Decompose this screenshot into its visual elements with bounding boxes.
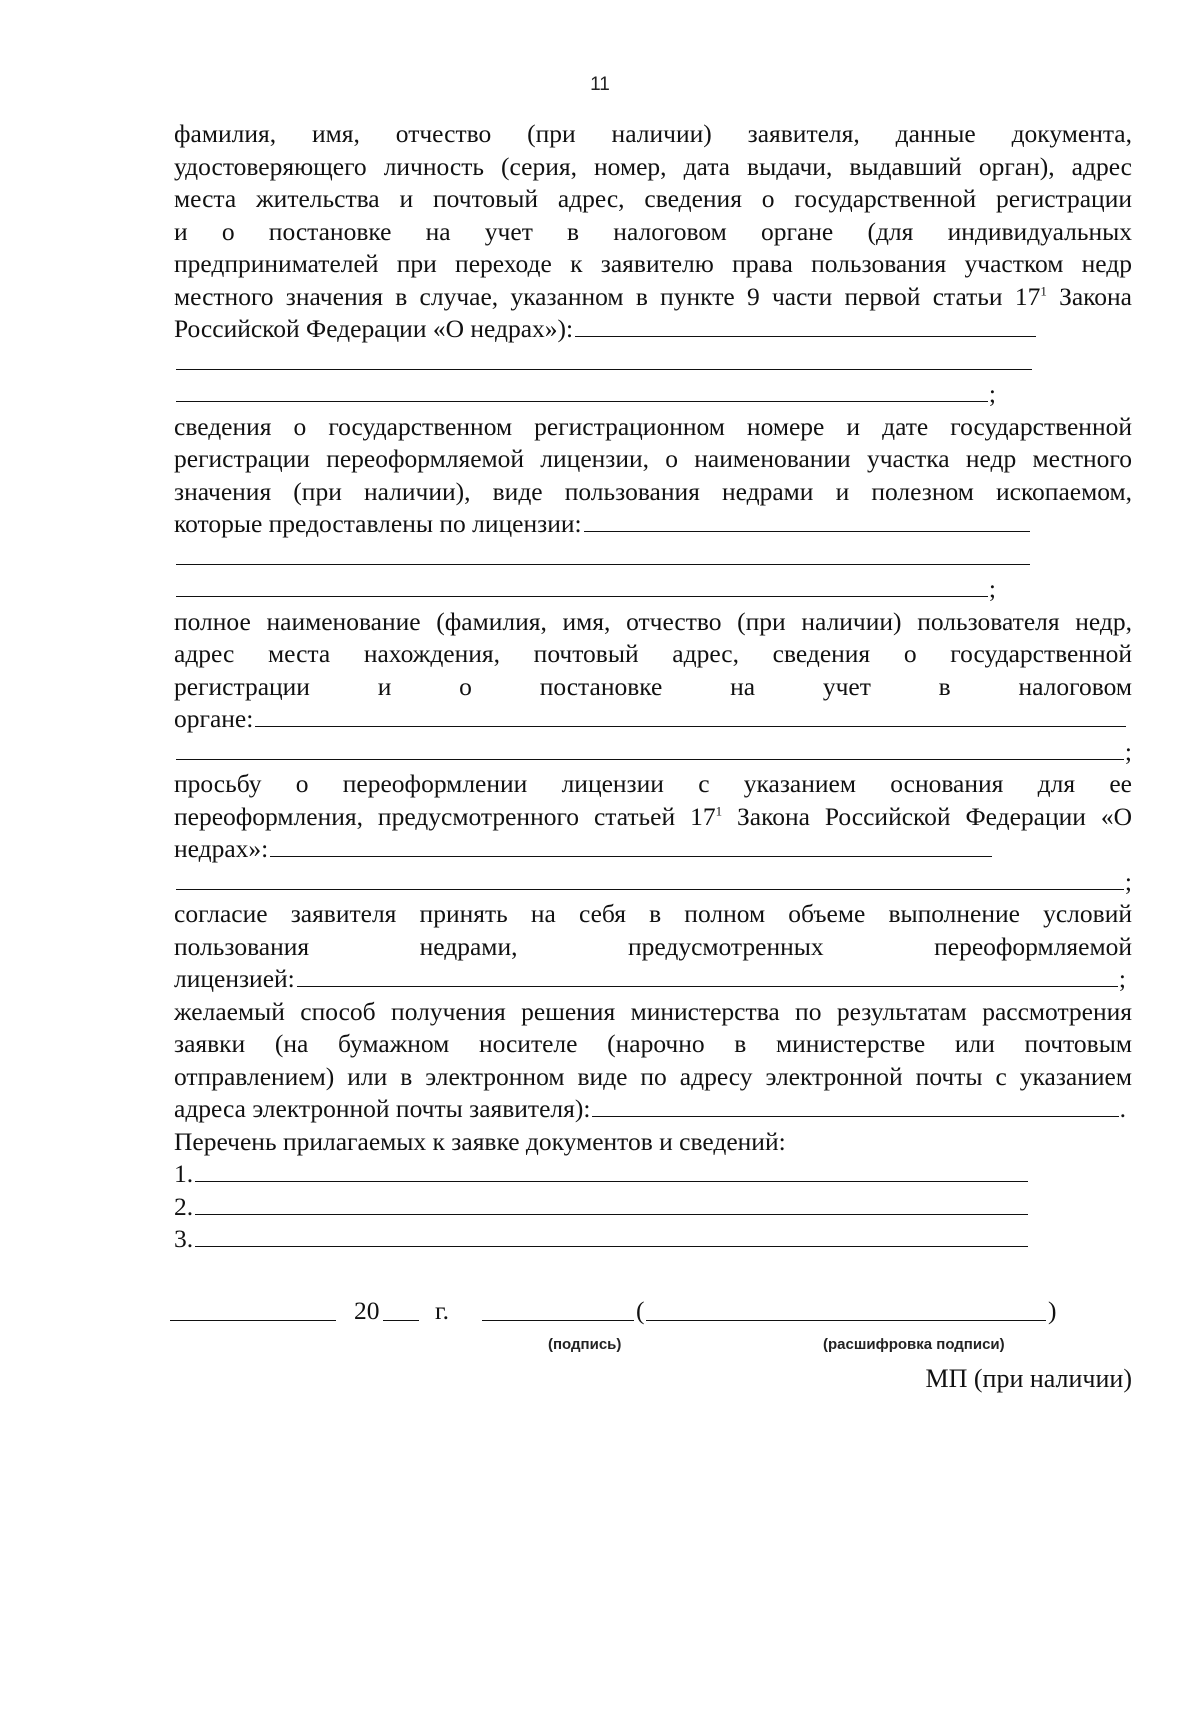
signature-caption: (подпись)	[548, 1336, 622, 1353]
consent-field[interactable]	[297, 963, 1118, 987]
applicant-info-fill-line	[174, 313, 1132, 346]
applicant-info-line: предпринимателей при переходе к заявителю права пользования участком недр	[174, 249, 1132, 278]
applicant-info-line: удостоверяющего личность (серия, номер, дата выдачи, выдавший орган), адрес	[174, 151, 1132, 181]
applicant-info-line: фамилия, имя, отчество (при наличии) заявителя, данные документа,	[174, 119, 1132, 148]
reissue-request-text: переоформления, предусмотренного статьей 17	[174, 801, 716, 831]
attachment-number: 3.	[174, 1224, 194, 1253]
article-superscript: 1	[1040, 283, 1047, 298]
delivery-method-line: отправлением) или в электронном виде по адресу электронной почты с указанием	[174, 1061, 1132, 1091]
article-superscript: 1	[715, 803, 723, 818]
applicant-info-blank-line	[174, 378, 1132, 411]
license-info-field[interactable]	[176, 573, 988, 597]
subsoil-user-line: полное наименование (фамилия, имя, отчество (при наличии) пользователя недр,	[174, 606, 1132, 636]
semicolon: ;	[988, 574, 996, 603]
reissue-request-field[interactable]	[176, 866, 1124, 890]
delivery-method-fill-line	[174, 1093, 1132, 1126]
delivery-method-line: заявки (на бумажном носителе (нарочно в министерстве или почтовым	[174, 1029, 1132, 1058]
attachment-item	[174, 1158, 1030, 1191]
license-info-blank-line	[174, 573, 1132, 606]
page-number: 11	[590, 74, 610, 95]
applicant-info-field[interactable]	[176, 378, 988, 402]
applicant-info-blank-line	[174, 346, 1132, 379]
license-info-blank-line	[174, 541, 1132, 574]
semicolon: ;	[1118, 964, 1126, 993]
application-form-body	[174, 118, 1132, 1256]
license-info-line: сведения о государственном регистрационном номере и дате государственной	[174, 411, 1132, 441]
reissue-request-text: Закона Российской Федерации «О	[722, 801, 1132, 831]
year-field[interactable]	[383, 1296, 419, 1321]
consent-fill-line	[174, 963, 1132, 996]
license-info-line: значения (при наличии), виде пользования недрами и полезном ископаемом,	[174, 476, 1132, 506]
applicant-info-field[interactable]	[575, 313, 1036, 337]
attachment-item	[174, 1223, 1030, 1256]
reissue-request-label: недрах»:	[174, 834, 269, 863]
subsoil-user-field[interactable]	[176, 736, 1124, 760]
delivery-method-label: адреса электронной почты заявителя):	[174, 1094, 591, 1123]
signature-decoding-field[interactable]	[646, 1296, 1046, 1321]
consent-line: пользования недрами, предусмотренных переоформляемой	[174, 931, 1132, 961]
license-info-fill-line	[174, 508, 1132, 541]
attachment-field[interactable]	[195, 1191, 1028, 1215]
reissue-request-line: просьбу о переоформлении лицензии с указанием основания для ее	[174, 769, 1132, 798]
delivery-method-line: желаемый способ получения решения министерства по результатам рассмотрения	[174, 996, 1132, 1026]
applicant-info-text: местного значения в случае, указанном в пункте 9 части первой статьи 17	[174, 281, 1041, 311]
reissue-request-blank-line	[174, 866, 1132, 899]
subsoil-user-fill-line	[174, 703, 1132, 736]
stamp-place: МП (при наличии)	[925, 1364, 1132, 1393]
open-paren: (	[636, 1296, 645, 1325]
license-info-field[interactable]	[176, 541, 1030, 565]
subsoil-user-line: регистрации и о постановке на учет в налоговом	[174, 671, 1132, 701]
signature-field[interactable]	[482, 1296, 634, 1321]
attachment-field[interactable]	[195, 1223, 1028, 1247]
applicant-info-line: места жительства и почтовый адрес, сведения о государственной регистрации	[174, 184, 1132, 213]
applicant-info-text: Закона	[1046, 281, 1132, 311]
license-info-label: которые предоставлены по лицензии:	[174, 509, 582, 538]
subsoil-user-blank-line	[174, 736, 1132, 769]
attachment-number: 2.	[174, 1191, 194, 1221]
signature-row	[170, 1296, 1130, 1330]
signature-block	[170, 1296, 1130, 1416]
attachment-field[interactable]	[195, 1158, 1028, 1182]
signature-decoding-caption: (расшифровка подписи)	[823, 1336, 1005, 1353]
semicolon: ;	[1124, 736, 1132, 766]
date-field[interactable]	[170, 1296, 336, 1321]
semicolon: ;	[1124, 866, 1132, 896]
year-suffix: г.	[435, 1296, 449, 1325]
subsoil-user-field[interactable]	[255, 703, 1126, 727]
consent-line: согласие заявителя принять на себя в полном объеме выполнение условий	[174, 899, 1132, 928]
reissue-request-fill-line	[174, 833, 1132, 866]
applicant-info-field[interactable]	[176, 346, 1032, 370]
license-info-line: регистрации переоформляемой лицензии, о наименовании участка недр местного	[174, 444, 1132, 473]
attachments-heading: Перечень прилагаемых к заявке документов и сведений:	[174, 1126, 786, 1156]
attachment-number: 1.	[174, 1159, 194, 1188]
email-field[interactable]	[592, 1093, 1118, 1117]
applicant-info-line: и о постановке на учет в налоговом органе (для индивидуальных	[174, 216, 1132, 246]
reissue-request-line	[174, 801, 1132, 834]
subsoil-user-label: органе:	[174, 704, 254, 733]
reissue-request-field[interactable]	[270, 833, 992, 857]
consent-label: лицензией:	[174, 964, 295, 993]
period: .	[1119, 1094, 1126, 1123]
subsoil-user-line: адрес места нахождения, почтовый адрес, сведения о государственной	[174, 639, 1132, 668]
applicant-info-label: Российской Федерации «О недрах»):	[174, 314, 574, 343]
applicant-info-line	[174, 281, 1132, 314]
license-info-field[interactable]	[584, 508, 1030, 532]
close-paren: )	[1048, 1296, 1057, 1325]
semicolon: ;	[988, 379, 996, 408]
attachment-item	[174, 1191, 1030, 1224]
year-prefix: 20	[354, 1296, 380, 1325]
